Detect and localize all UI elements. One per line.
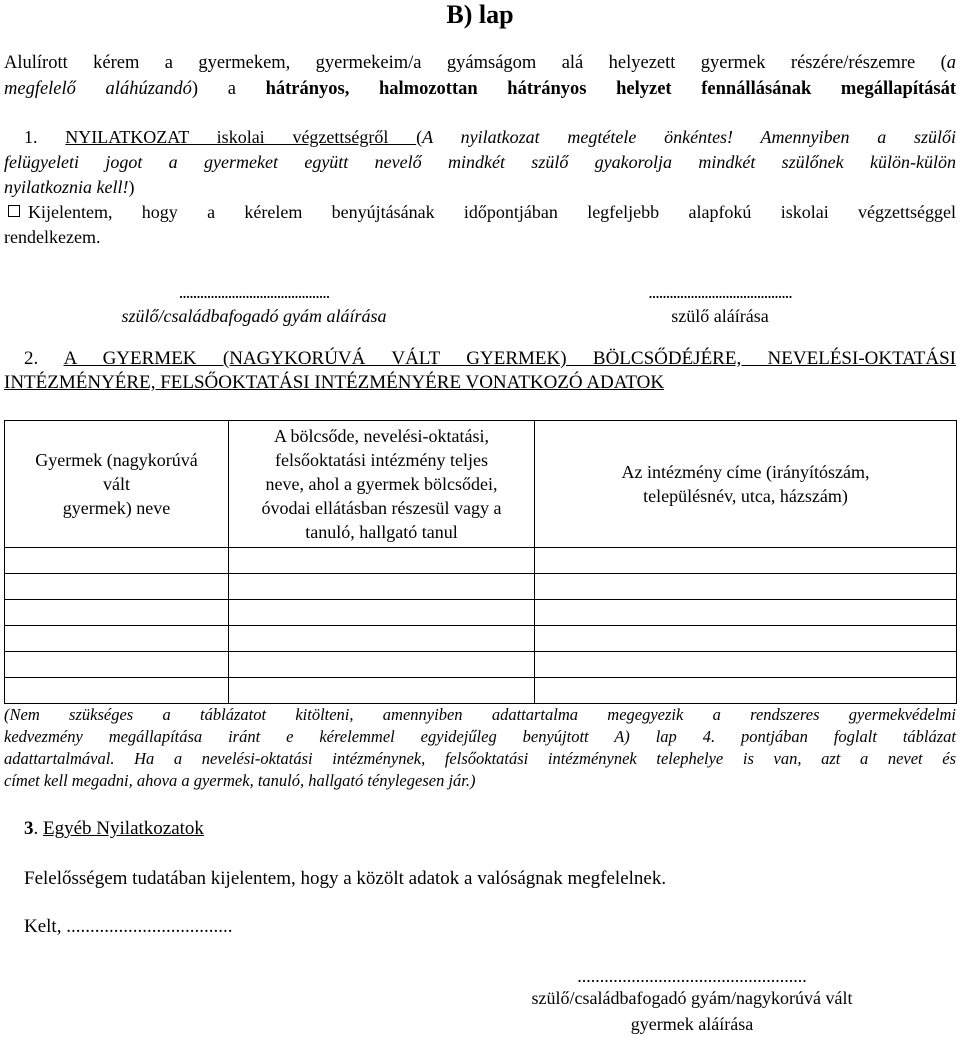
header-line: A bölcsőde, nevelési-oktatási, bbox=[274, 426, 489, 446]
section-1-note-line: nyilatkoznia kell! bbox=[4, 177, 129, 197]
section-1 bbox=[4, 125, 956, 250]
table-cell[interactable] bbox=[5, 574, 229, 600]
table-cell[interactable] bbox=[229, 626, 535, 652]
section-2-title: INTÉZMÉNYÉRE, FELSŐOKTATÁSI INTÉZMÉNYÉRE VONATKOZÓ ADATOK bbox=[4, 372, 665, 393]
table-cell[interactable] bbox=[535, 678, 957, 704]
institution-table bbox=[4, 420, 957, 704]
table-cell[interactable] bbox=[5, 678, 229, 704]
header-line: tanuló, hallgató tanul bbox=[305, 522, 458, 542]
table-cell[interactable] bbox=[229, 574, 535, 600]
note-line: kedvezmény megállapítása iránt e kérelemmel egyidejűleg benyújtott A) lap 4. pontjában foglalt táblázat bbox=[4, 727, 956, 746]
section-2-title: A GYERMEK (NAGYKORÚVÁ VÁLT GYERMEK) BÖLCSŐDÉJÉRE, NEVELÉSI-OKTATÁSI bbox=[63, 348, 957, 369]
table-cell[interactable] bbox=[5, 626, 229, 652]
header-institution-name bbox=[229, 421, 535, 548]
header-line: neve, ahol a gyermek bölcsődei, bbox=[265, 474, 498, 494]
paren: ) bbox=[128, 177, 135, 197]
section-2-heading bbox=[4, 347, 956, 395]
table-header-row bbox=[5, 421, 957, 548]
section-3-title: Egyéb Nyilatkozatok bbox=[43, 818, 204, 839]
section-1-number: 1. bbox=[24, 127, 38, 147]
note-line: (Nem szükséges a táblázatot kitölteni, amennyiben adattartalma megegyezik a rendszeres gyermekvédelmi bbox=[4, 705, 956, 724]
declaration-text: Felelősségem tudatában kijelentem, hogy a közölt adatok a valóságnak megfelelnek. bbox=[24, 868, 667, 889]
header-line: gyermek) neve bbox=[62, 498, 171, 518]
section-3-heading bbox=[24, 818, 204, 840]
place-date-field[interactable]: Kelt, ................................... bbox=[24, 916, 233, 937]
signature-line: ........................................... bbox=[178, 282, 330, 302]
table-row bbox=[5, 600, 957, 626]
header-line: Gyermek (nagykorúvá bbox=[35, 450, 198, 470]
header-line: felsőoktatási intézmény teljes bbox=[275, 450, 488, 470]
signature-label: gyermek aláírása bbox=[630, 1014, 754, 1034]
section-1-note-line: felügyeleti jogot a gyermeket együtt nevelő mindkét szülő gyakorolja mindkét szülőnek külön-külön bbox=[4, 152, 956, 172]
header-line: Az intézmény címe (irányítószám, bbox=[621, 462, 870, 482]
table-cell[interactable] bbox=[229, 548, 535, 574]
signature-label: szülő/családbafogadó gyám aláírása bbox=[121, 306, 387, 326]
checkbox[interactable] bbox=[8, 205, 20, 217]
note-line: adattartalmával. Ha a nevelési-oktatási intézménynek, felsőoktatási intézménynek telephelye is van, azt a nevet és bbox=[4, 749, 956, 768]
table-row bbox=[5, 574, 957, 600]
header-line: településnév, utca, házszám) bbox=[643, 486, 848, 506]
checkbox-statement[interactable] bbox=[4, 200, 956, 225]
table-row bbox=[5, 652, 957, 678]
header-child-name bbox=[5, 421, 229, 548]
table-cell[interactable] bbox=[229, 600, 535, 626]
checkbox-label: Kijelentem, hogy a kérelem benyújtásának időpontjában legfeljebb alapfokú iskolai végzettséggel bbox=[28, 202, 956, 222]
table-cell[interactable] bbox=[535, 600, 957, 626]
section-1-heading bbox=[4, 125, 956, 150]
table-cell[interactable] bbox=[229, 678, 535, 704]
header-institution-address bbox=[535, 421, 957, 548]
final-signature bbox=[472, 967, 912, 1037]
intro-bold: hátrányos, halmozottan hátrányos helyzet fennállásának megállapítását bbox=[265, 79, 956, 99]
page-title: B) lap bbox=[446, 0, 514, 29]
checkbox-label-cont: rendelkezem. bbox=[4, 227, 101, 247]
table-cell[interactable] bbox=[535, 626, 957, 652]
table-row bbox=[5, 548, 957, 574]
section-1-title: NYILATKOZAT iskolai végzettségről bbox=[65, 127, 417, 147]
section-2-number: 2. bbox=[24, 348, 64, 369]
signature-line: ......................................... bbox=[648, 282, 792, 302]
signature-label: szülő/családbafogadó gyám/nagykorúvá vált bbox=[531, 988, 853, 1008]
parent-signature bbox=[600, 280, 840, 328]
intro-text: ) a bbox=[191, 79, 266, 99]
table-row bbox=[5, 626, 957, 652]
table-cell[interactable] bbox=[535, 548, 957, 574]
table-cell[interactable] bbox=[229, 652, 535, 678]
intro-italic-note: megfelelő aláhúzandó bbox=[4, 79, 192, 99]
note-line: címet kell megadni, ahova a gyermek, tanuló, hallgató ténylegesen jár.) bbox=[4, 771, 476, 790]
signature-line: ................................................... bbox=[577, 966, 807, 986]
parent-guardian-signature bbox=[64, 280, 444, 328]
table-cell[interactable] bbox=[535, 574, 957, 600]
header-line: vált bbox=[103, 474, 130, 494]
intro-text: Alulírott kérem a gyermekem, gyermekeim/a gyámságom alá helyezett gyermek részére/részemre ( bbox=[4, 53, 947, 73]
section-3-dot: . bbox=[33, 818, 43, 839]
table-note bbox=[4, 704, 956, 792]
table-cell[interactable] bbox=[5, 548, 229, 574]
table-row bbox=[5, 678, 957, 704]
intro-paragraph bbox=[4, 50, 956, 102]
intro-italic: a bbox=[946, 53, 956, 73]
header-line: óvodai ellátásban részesül vagy a bbox=[261, 498, 502, 518]
table-cell[interactable] bbox=[5, 600, 229, 626]
table-cell[interactable] bbox=[535, 652, 957, 678]
section-1-note: A nyilatkozat megtétele önkéntes! Amennyiben a szülői bbox=[422, 127, 956, 147]
paren: ( bbox=[416, 127, 423, 147]
section-3-number: 3 bbox=[24, 818, 34, 839]
table-cell[interactable] bbox=[5, 652, 229, 678]
signature-label: szülő aláírása bbox=[671, 306, 769, 326]
